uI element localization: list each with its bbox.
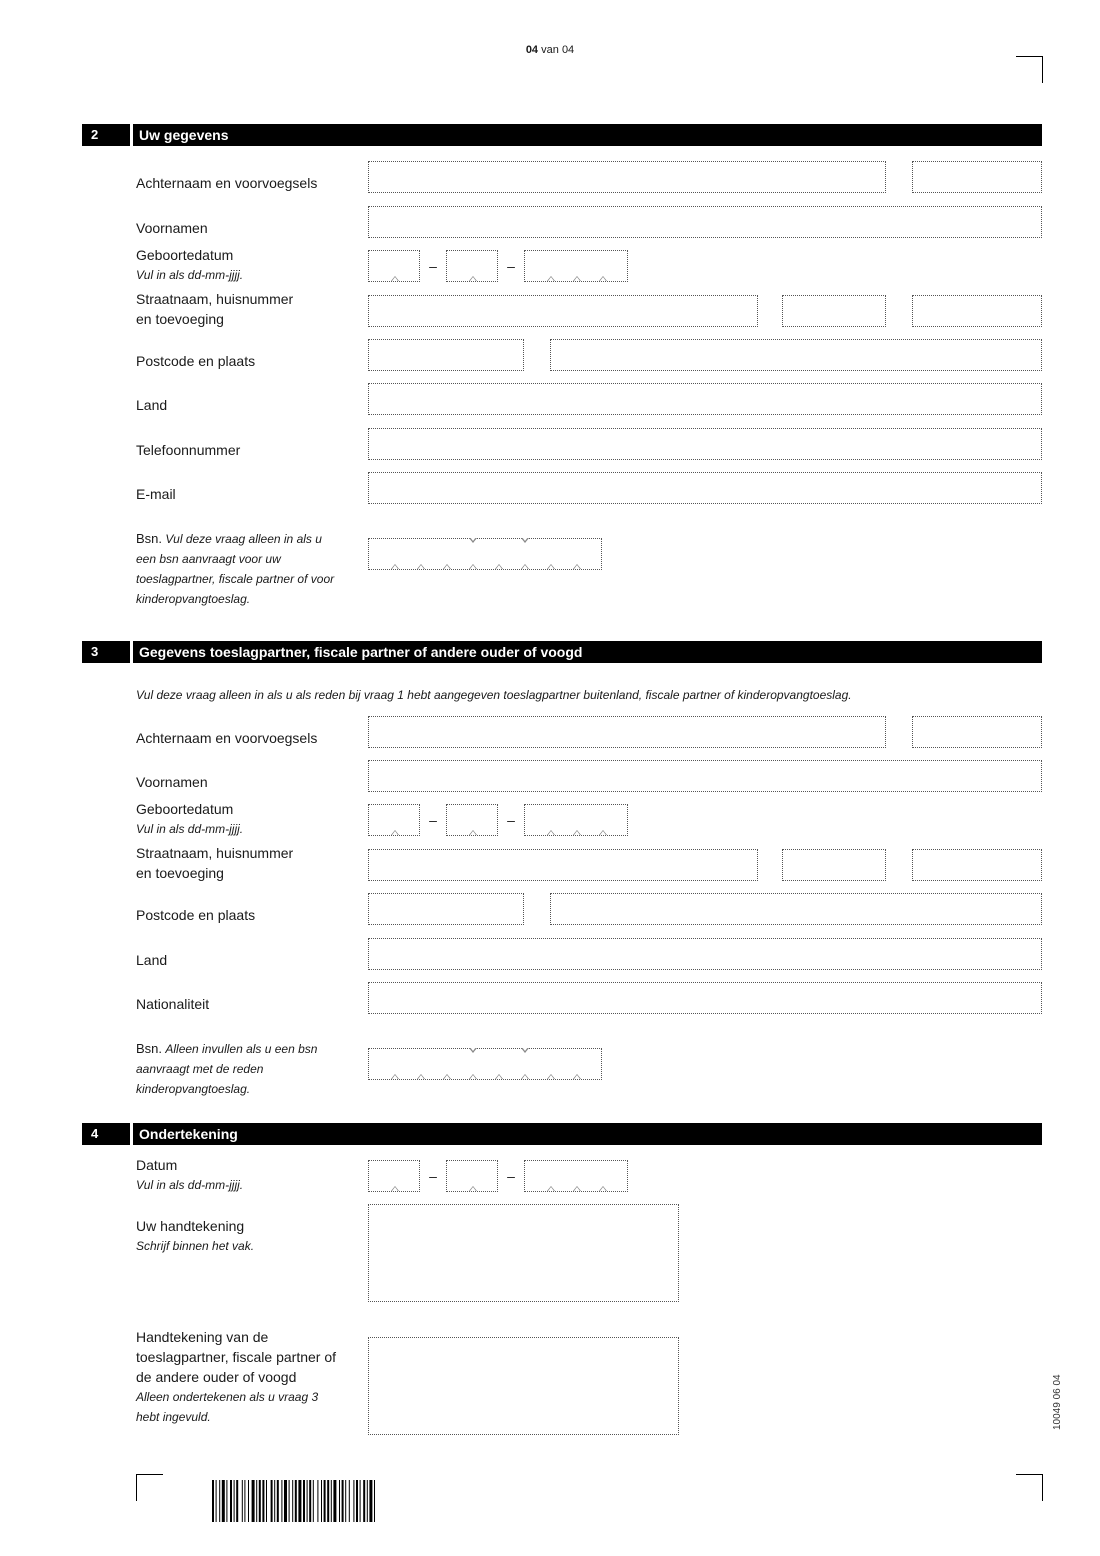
partner-birthdate-hint: Vul in als dd-mm-jjjj. xyxy=(136,822,244,836)
page-number xyxy=(0,44,1100,56)
page-sep: van xyxy=(541,44,559,56)
birthdate-dd[interactable] xyxy=(368,250,420,282)
partner-street-label-1: Straatnaam, huisnummer xyxy=(136,845,294,861)
section-4-number: 4 xyxy=(82,1123,130,1145)
input-partner-addition[interactable] xyxy=(912,849,1042,881)
date-sep: – xyxy=(429,1168,437,1184)
date-sep: – xyxy=(507,1168,515,1184)
label-email: E-mail xyxy=(136,486,176,502)
partner-bsn-hint: Alleen invullen als u een bsn aanvraagt met de reden kinderopvangtoeslag. xyxy=(136,1042,318,1096)
input-first-names[interactable] xyxy=(368,206,1042,238)
sign-date-dd[interactable] xyxy=(368,1160,420,1192)
input-partner-city[interactable] xyxy=(550,893,1042,925)
input-partner-country[interactable] xyxy=(368,938,1042,970)
crop-mark-bottom-right xyxy=(1016,1474,1043,1501)
barcode-image xyxy=(212,1480,450,1522)
input-city[interactable] xyxy=(550,339,1042,371)
partner-birthdate-label-text: Geboortedatum xyxy=(136,801,234,817)
sign-date-label-text: Datum xyxy=(136,1157,178,1173)
sign-date-hint: Vul in als dd-mm-jjjj. xyxy=(136,1178,244,1192)
partner-street-label-2: en toevoeging xyxy=(136,865,224,881)
label-partner-first-names: Voornamen xyxy=(136,774,208,790)
input-partner-street[interactable] xyxy=(368,849,758,881)
section-3-intro: Vul deze vraag alleen in als u als reden bij vraag 1 hebt aangegeven toeslagpartner buitenland, fiscale partner of kinderopvangtoeslag. xyxy=(136,688,852,702)
partner-birthdate-dd[interactable] xyxy=(368,804,420,836)
input-prefix[interactable] xyxy=(912,161,1042,193)
date-sep: – xyxy=(429,812,437,828)
section-3-title: Gegevens toeslagpartner, fiscale partner of andere ouder of voogd xyxy=(133,641,1042,663)
birthdate-hint: Vul in als dd-mm-jjjj. xyxy=(136,268,244,282)
section-2-number: 2 xyxy=(82,124,130,146)
signature-hint: Schrijf binnen het vak. xyxy=(136,1239,255,1253)
street-label-1: Straatnaam, huisnummer xyxy=(136,291,294,307)
label-partner-nationality: Nationaliteit xyxy=(136,996,210,1012)
input-email[interactable] xyxy=(368,472,1042,504)
partner-bsn-label-text: Bsn. xyxy=(136,1041,163,1056)
input-partner-last-name[interactable] xyxy=(368,716,886,748)
input-partner-bsn[interactable] xyxy=(368,1048,602,1080)
input-country[interactable] xyxy=(368,383,1042,415)
label-phone: Telefoonnummer xyxy=(136,442,241,458)
birthdate-yyyy[interactable] xyxy=(524,250,628,282)
page-current: 04 xyxy=(525,44,539,56)
label-first-names: Voornamen xyxy=(136,220,208,236)
birthdate-label-text: Geboortedatum xyxy=(136,247,234,263)
bsn-label-text: Bsn. xyxy=(136,531,163,546)
label-partner-postcode: Postcode en plaats xyxy=(136,907,256,923)
label-partner-country: Land xyxy=(136,952,168,968)
input-partner-first-names[interactable] xyxy=(368,760,1042,792)
label-country: Land xyxy=(136,397,168,413)
page-total: 04 xyxy=(561,44,575,56)
section-4-title: Ondertekening xyxy=(133,1123,1042,1145)
partner-signature-box[interactable] xyxy=(368,1337,679,1435)
section-3-number: 3 xyxy=(82,641,130,663)
sign-date-yyyy[interactable] xyxy=(524,1160,628,1192)
input-last-name[interactable] xyxy=(368,161,886,193)
input-street[interactable] xyxy=(368,295,758,327)
birthdate-mm[interactable] xyxy=(446,250,498,282)
signature-box[interactable] xyxy=(368,1204,679,1302)
input-addition[interactable] xyxy=(912,295,1042,327)
date-sep: – xyxy=(507,258,515,274)
date-sep: – xyxy=(429,258,437,274)
date-sep: – xyxy=(507,812,515,828)
label-partner-birthdate xyxy=(136,799,243,839)
partner-birthdate-yyyy[interactable] xyxy=(524,804,628,836)
section-2-title: Uw gegevens xyxy=(133,124,1042,146)
label-partner-bsn xyxy=(136,1039,336,1099)
label-birthdate xyxy=(136,245,243,285)
input-postcode[interactable] xyxy=(368,339,524,371)
label-bsn xyxy=(136,529,336,609)
street-label-2: en toevoeging xyxy=(136,311,224,327)
label-signature xyxy=(136,1216,254,1256)
bsn-hint: Vul deze vraag alleen in als u een bsn aanvraagt voor uw toeslagpartner, fiscale partner of voor kinderopvangtoeslag. xyxy=(136,532,335,606)
input-partner-prefix[interactable] xyxy=(912,716,1042,748)
input-bsn[interactable] xyxy=(368,538,602,570)
label-partner-signature xyxy=(136,1327,341,1427)
input-partner-postcode[interactable] xyxy=(368,893,524,925)
label-partner-last-name: Achternaam en voorvoegsels xyxy=(136,730,318,746)
label-last-name: Achternaam en voorvoegsels xyxy=(136,175,318,191)
form-code: 10049 06 04 xyxy=(1052,1374,1063,1430)
input-phone[interactable] xyxy=(368,428,1042,460)
crop-mark-top-right xyxy=(1016,56,1043,83)
sign-date-mm[interactable] xyxy=(446,1160,498,1192)
label-street xyxy=(136,289,293,329)
signature-label-text: Uw handtekening xyxy=(136,1218,245,1234)
input-partner-house-number[interactable] xyxy=(782,849,886,881)
partner-signature-label-text: Handtekening van de toeslagpartner, fiscale partner of de andere ouder of voogd xyxy=(136,1329,337,1385)
input-house-number[interactable] xyxy=(782,295,886,327)
label-partner-street xyxy=(136,843,293,883)
partner-signature-hint: Alleen ondertekenen als u vraag 3 hebt ingevuld. xyxy=(136,1390,319,1424)
partner-birthdate-mm[interactable] xyxy=(446,804,498,836)
label-sign-date xyxy=(136,1155,243,1195)
crop-mark-bottom-left xyxy=(136,1474,163,1501)
input-partner-nationality[interactable] xyxy=(368,982,1042,1014)
label-postcode: Postcode en plaats xyxy=(136,353,256,369)
